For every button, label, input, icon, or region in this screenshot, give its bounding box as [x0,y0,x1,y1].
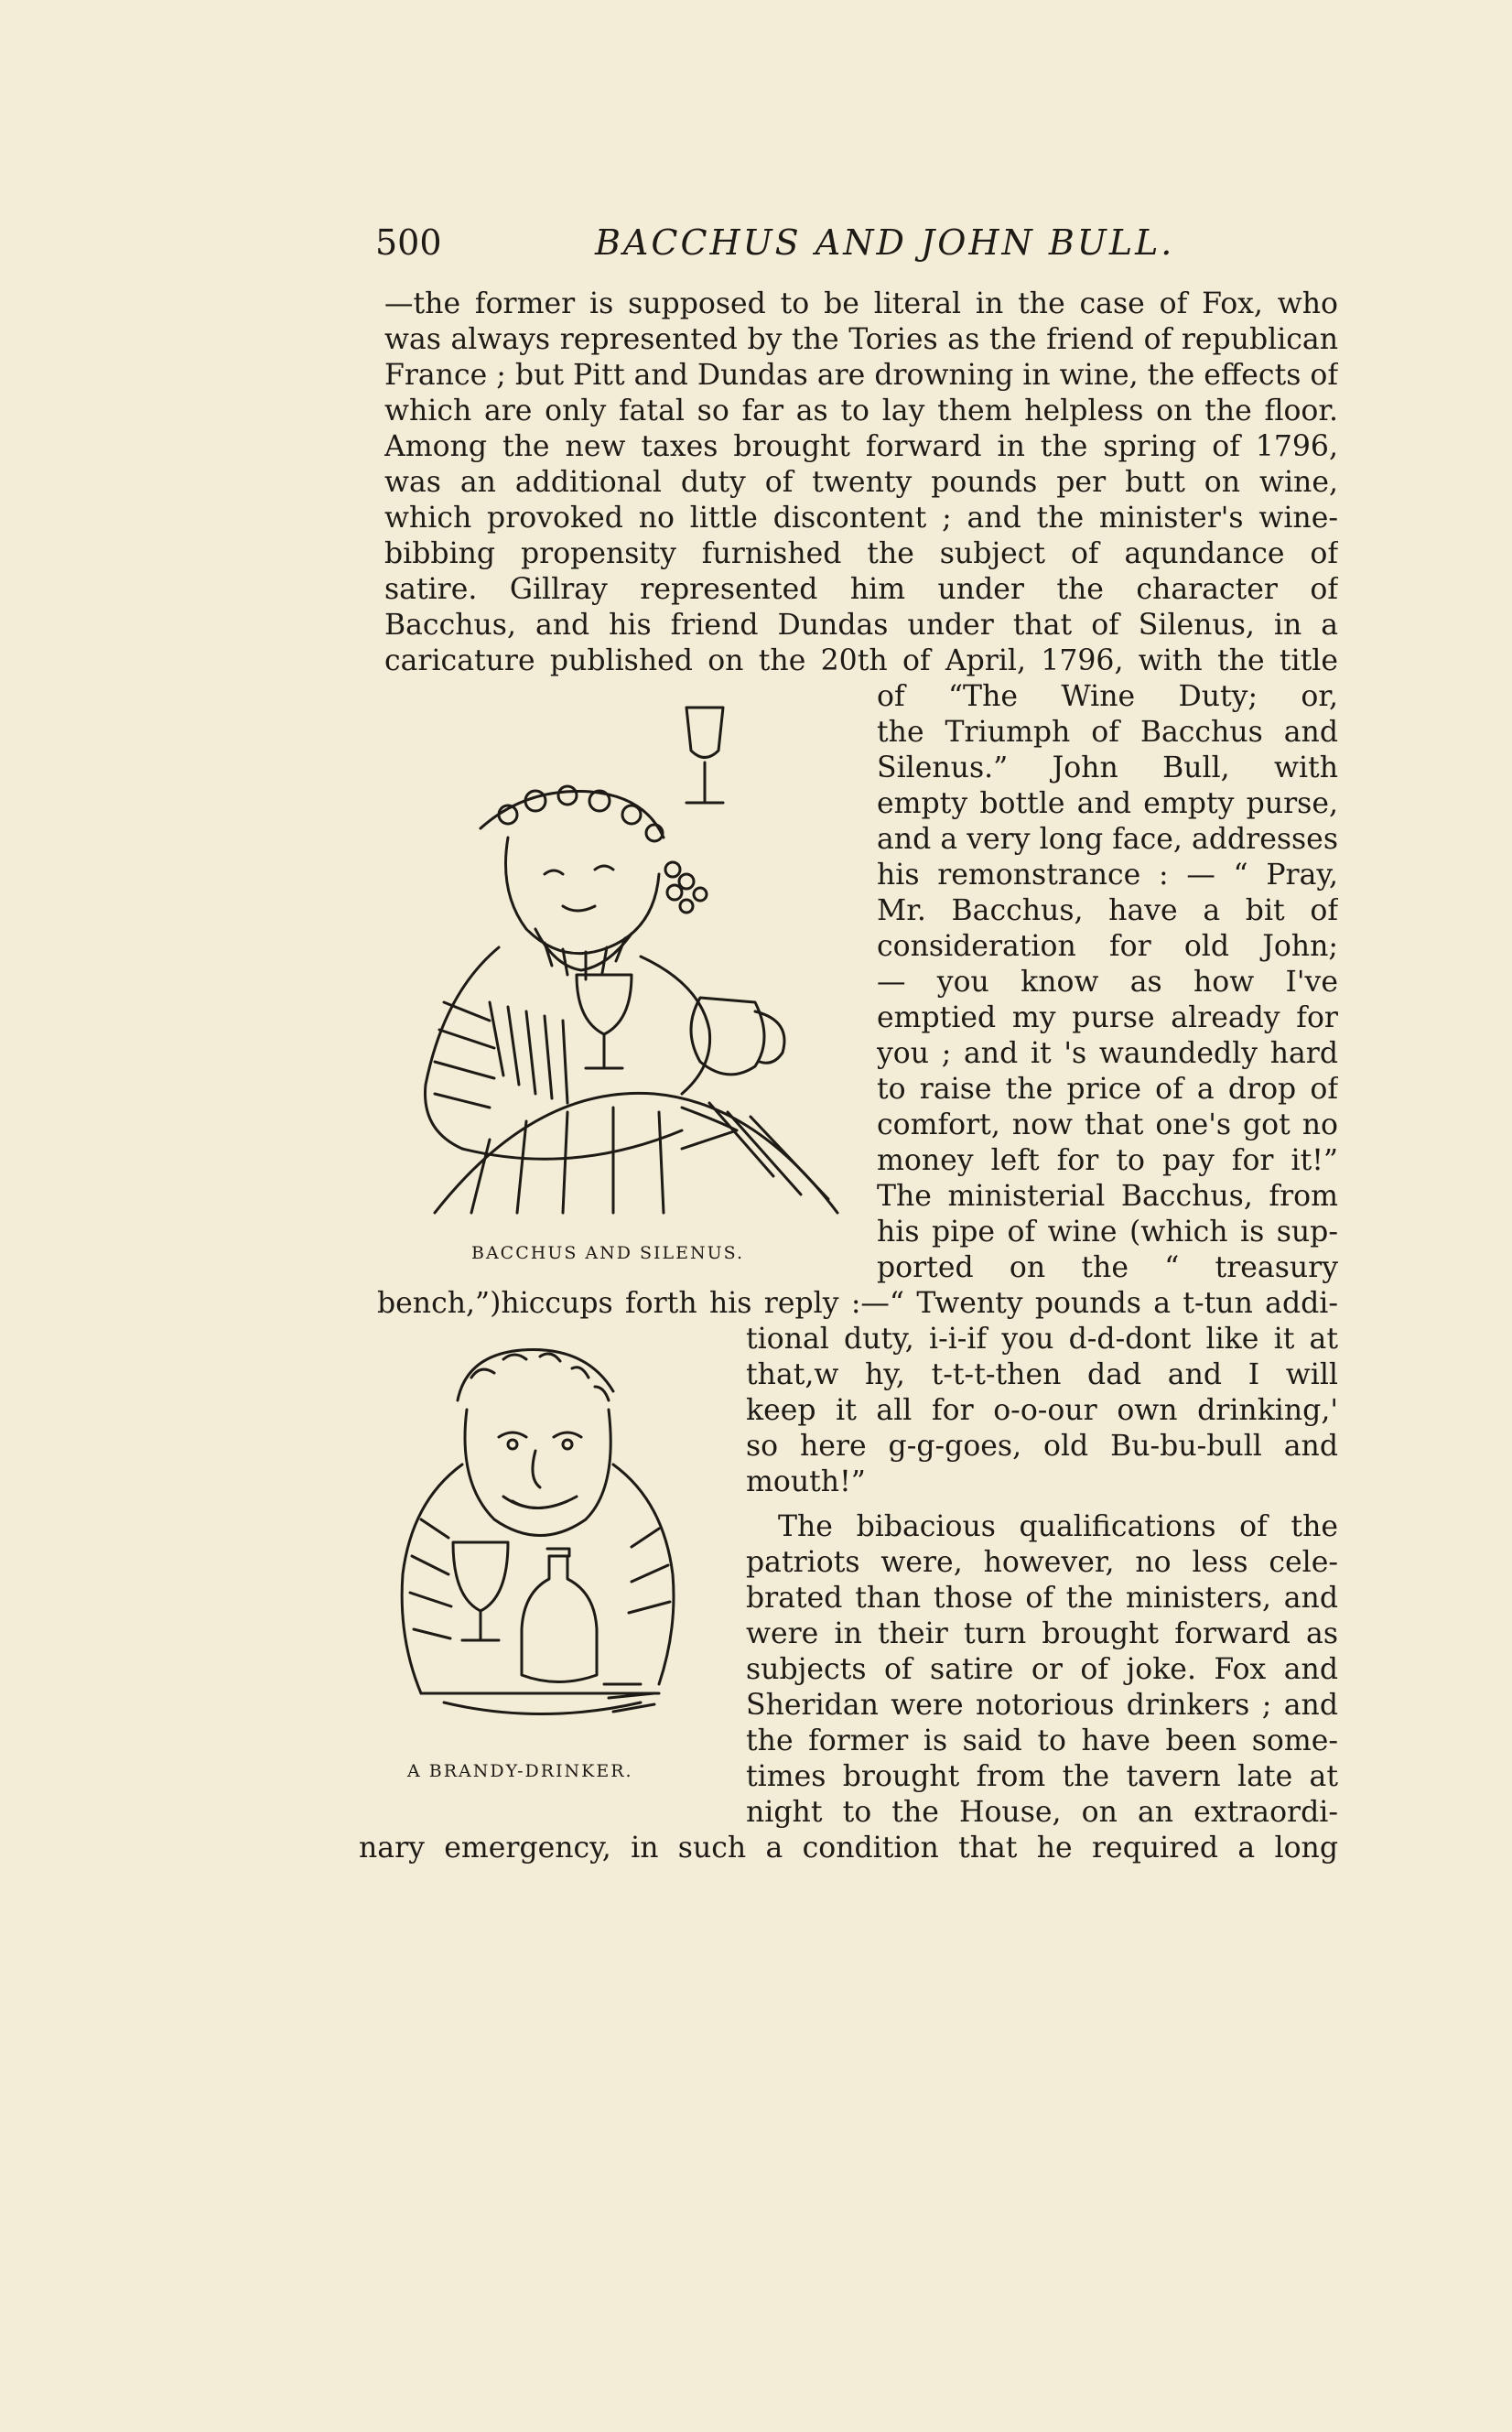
text-line: patriots were, however, no less cele- [746,1546,1338,1579]
text-line: mouth!” [746,1465,866,1498]
text-line: his pipe of wine (which is sup- [877,1216,1338,1248]
text-line: Silenus.” John Bull, with [877,751,1338,784]
text-line: Bacchus, and his friend Dundas under that of Silenus, in a [384,609,1338,642]
text-line: —the former is supposed to be literal in the case of Fox, who [384,287,1338,320]
text-line: the former is said to have been some- [746,1724,1338,1757]
page-number: 500 [375,222,442,263]
text-line: nary emergency, in such a condition that he required a long [359,1832,1338,1865]
text-line: tional duty, i-i-if you d-d-dont like it at [746,1323,1338,1356]
text-line: ported on the “ treasury [877,1251,1338,1284]
text-line: The bibacious qualifications of the [778,1510,1338,1543]
text-line: brated than those of the ministers, and [746,1582,1338,1615]
text-line: was an additional duty of twenty pounds per butt on wine, [384,466,1338,499]
text-line: subjects of satire or of joke. Fox and [746,1653,1338,1686]
text-line: which are only fatal so far as to lay them helpless on the floor. [384,395,1338,427]
text-line: emptied my purse already for [877,1001,1338,1034]
text-line: consideration for old John; [877,930,1338,963]
text-line: caricature published on the 20th of April, 1796, with the title [384,644,1338,677]
text-line: night to the House, on an extraordi- [746,1796,1338,1829]
text-line: times brought from the tavern late at [746,1760,1338,1793]
text-line: satire. Gillray represented him under the character of [384,573,1338,606]
text-line: were in their turn brought forward as [746,1617,1338,1650]
figure-caption-bacchus: BACCHUS AND SILENUS. [471,1243,745,1263]
text-line: his remonstrance : — “ Pray, [877,859,1338,892]
running-title: BACCHUS AND JOHN BULL. [595,222,1175,263]
text-line: so here g-g-goes, old Bu-bu-bull and [746,1430,1338,1463]
text-line: which provoked no little discontent ; and the minister's wine- [384,502,1338,535]
brandy-drinker-illustration [384,1336,705,1739]
text-line: to raise the price of a drop of [877,1073,1338,1106]
text-line: and a very long face, addresses [877,823,1338,856]
text-line: of “The Wine Duty; or, [877,680,1338,713]
text-line: you ; and it 's waundedly hard [877,1037,1338,1070]
text-line: money left for to pay for it!” [877,1144,1338,1177]
text-line: bibbing propensity furnished the subject of aqundance of [384,537,1338,570]
text-line: The ministerial Bacchus, from [877,1180,1338,1213]
text-line: Among the new taxes brought forward in the spring of 1796, [384,430,1338,463]
text-line: the Triumph of Bacchus and [877,716,1338,749]
text-line: empty bottle and empty purse, [877,787,1338,820]
text-line: Mr. Bacchus, have a bit of [877,894,1338,927]
text-line: keep it all for o-o-our own drinking,' [746,1394,1338,1427]
bacchus-silenus-illustration [407,700,856,1227]
text-line: — you know as how I've [877,966,1338,999]
text-line: that,w hy, t-t-t-then dad and I will [746,1358,1338,1391]
text-line: comfort, now that one's got no [877,1108,1338,1141]
text-line: was always represented by the Tories as the friend of republican [384,323,1338,356]
text-line: France ; but Pitt and Dundas are drowning in wine, the effects of [384,359,1338,392]
running-header [375,222,1181,266]
text-line: bench,”)hiccups forth his reply :—“ Twenty pounds a t-tun addi- [377,1287,1338,1320]
text-line: Sheridan were notorious drinkers ; and [746,1689,1338,1722]
figure-caption-brandy: A BRANDY-DRINKER. [407,1761,633,1781]
